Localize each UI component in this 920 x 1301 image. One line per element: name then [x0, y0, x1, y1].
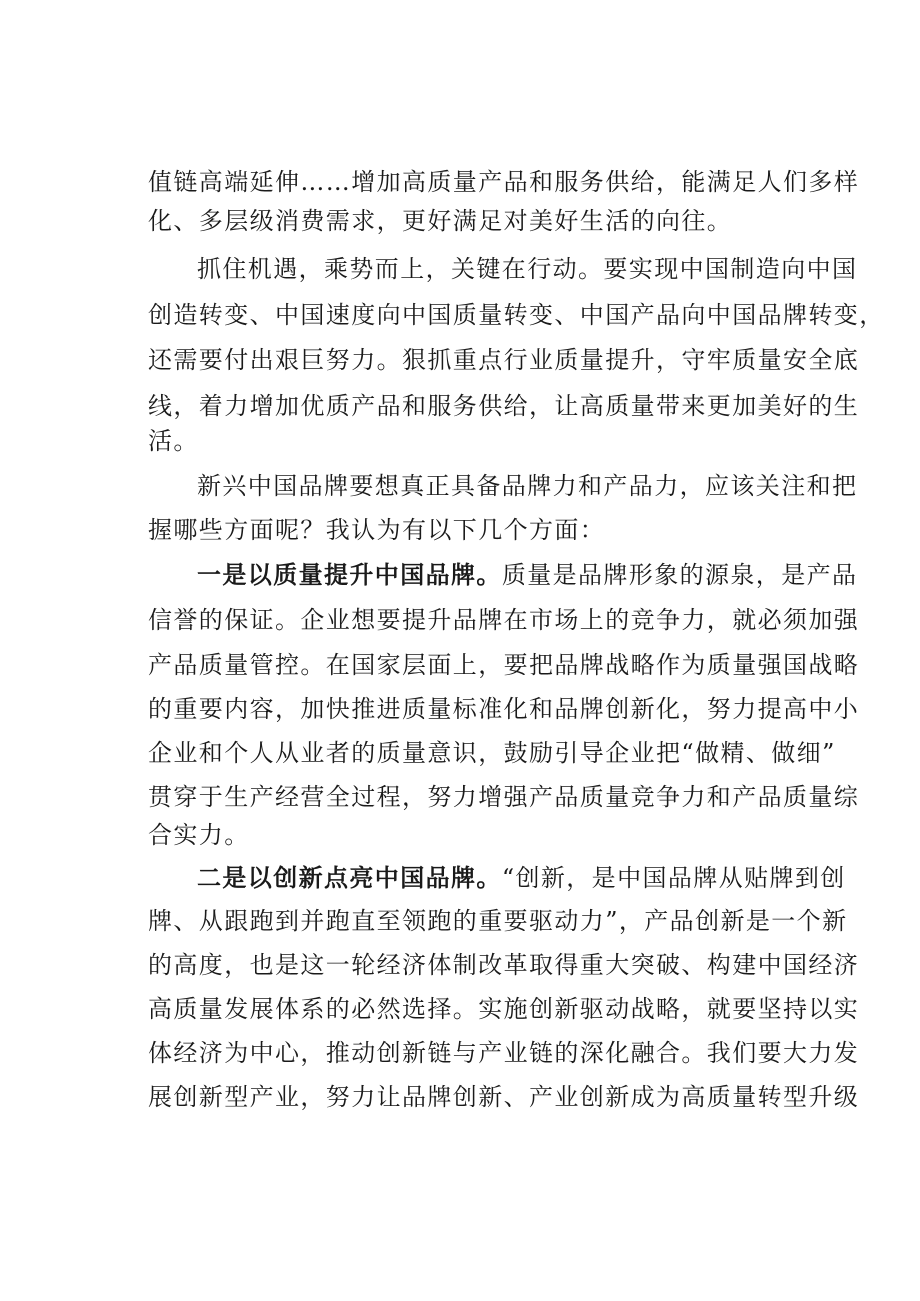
body-text-line: 握哪些方面呢？我认为有以下几个方面： [148, 516, 606, 544]
body-text-line: 合实力。 [148, 821, 250, 849]
body-text-line: 值链高端延伸……增加高质量产品和服务供给，能满足人们多样 [148, 168, 860, 196]
heading-following-text: 质量是品牌形象的源泉，是产品 [501, 561, 858, 589]
body-text-line: 产品质量管控。在国家层面上，要把品牌战略作为质量强国战略 [148, 651, 860, 679]
body-text-line: 体经济为中心，推动创新链与产业链的深化融合。我们要大力发 [148, 1039, 860, 1067]
body-text-line: 线，着力增加优质产品和服务供给，让高质量带来更加美好的生 [148, 392, 860, 420]
section-heading-quality: 一是以质量提升中国品牌。 [197, 560, 502, 589]
body-text-line: 高质量发展体系的必然选择。实施创新驱动战略，就要坚持以实 [148, 995, 860, 1023]
body-text-line: 信誉的保证。企业想要提升品牌在市场上的竞争力，就必须加强 [148, 606, 860, 634]
paragraph-first-line [197, 863, 857, 893]
body-text-line: 化、多层级消费需求，更好满足对美好生活的向往。 [148, 207, 733, 235]
body-text-line: 牌、从跟跑到并跑直至领跑的重要驱动力”，产品创新是一个新 [148, 907, 848, 935]
body-text-line: 还需要付出艰巨努力。狠抓重点行业质量提升，守牢质量安全底 [148, 346, 860, 374]
body-text-line: 展创新型产业，努力让品牌创新、产业创新成为高质量转型升级 [148, 1083, 860, 1111]
paragraph-first-line: 新兴中国品牌要想真正具备品牌力和产品力，应该关注和把 [197, 472, 858, 500]
body-text-line: 企业和个人从业者的质量意识，鼓励引导企业把“做精、做细” [148, 739, 836, 767]
body-text-line: 活。 [148, 427, 199, 455]
paragraph-first-line [197, 560, 857, 590]
body-text-line: 的高度，也是这一轮经济体制改革取得重大突破、构建中国经济 [148, 951, 860, 979]
body-text-line: 的重要内容，加快推进质量标准化和品牌创新化，努力提高中小 [148, 695, 860, 723]
body-text-line: 贯穿于生产经营全过程，努力增强产品质量竞争力和产品质量综 [148, 783, 860, 811]
body-text-line: 创造转变、中国速度向中国质量转变、中国产品向中国品牌转变， [148, 301, 885, 329]
section-heading-innovation: 二是以创新点亮中国品牌。 [197, 863, 502, 892]
paragraph-first-line: 抓住机遇，乘势而上，关键在行动。要实现中国制造向中国 [197, 255, 858, 283]
heading-following-text: “创新，是中国品牌从贴牌到创 [501, 864, 846, 892]
